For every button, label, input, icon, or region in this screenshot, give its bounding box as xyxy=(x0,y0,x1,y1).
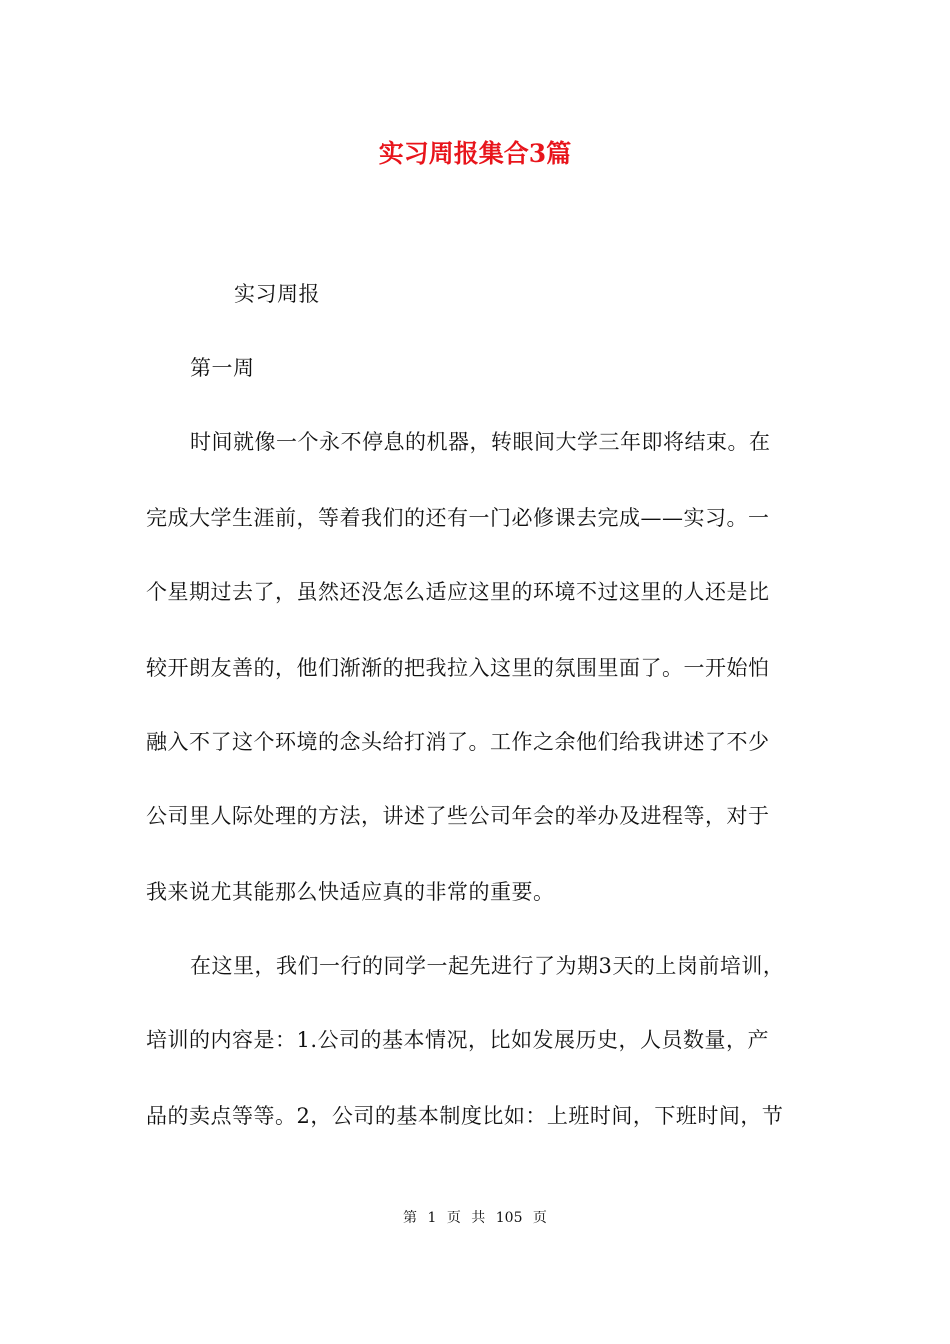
paragraph-line: 时间就像一个永不停息的机器，转眼间大学三年即将结束。在 xyxy=(190,430,771,454)
page-number: 第 1 页 共 105 页 xyxy=(403,1210,547,1226)
paragraph-line: 完成大学生涯前，等着我们的还有一门必修课去完成——实习。一 xyxy=(146,506,770,530)
document-title: 实习周报集合3篇 xyxy=(378,139,572,168)
section-heading: 实习周报 xyxy=(234,282,320,306)
paragraph-line: 个星期过去了，虽然还没怎么适应这里的环境不过这里的人还是比 xyxy=(146,580,770,604)
paragraph-line: 品的卖点等等。2，公司的基本制度比如：上班时间，下班时间，节 xyxy=(146,1104,784,1128)
paragraph-line: 我来说尤其能那么快适应真的非常的重要。 xyxy=(146,880,555,904)
paragraph-line: 在这里，我们一行的同学一起先进行了为期3天的上岗前培训， xyxy=(190,954,785,978)
paragraph-line: 培训的内容是：1.公司的基本情况，比如发展历史，人员数量，产 xyxy=(146,1028,770,1052)
week-heading: 第一周 xyxy=(190,356,255,380)
paragraph-line: 较开朗友善的，他们渐渐的把我拉入这里的氛围里面了。一开始怕 xyxy=(146,656,770,680)
paragraph-line: 融入不了这个环境的念头给打消了。工作之余他们给我讲述了不少 xyxy=(146,730,770,754)
paragraph-line: 公司里人际处理的方法，讲述了些公司年会的举办及进程等，对于 xyxy=(146,804,770,828)
